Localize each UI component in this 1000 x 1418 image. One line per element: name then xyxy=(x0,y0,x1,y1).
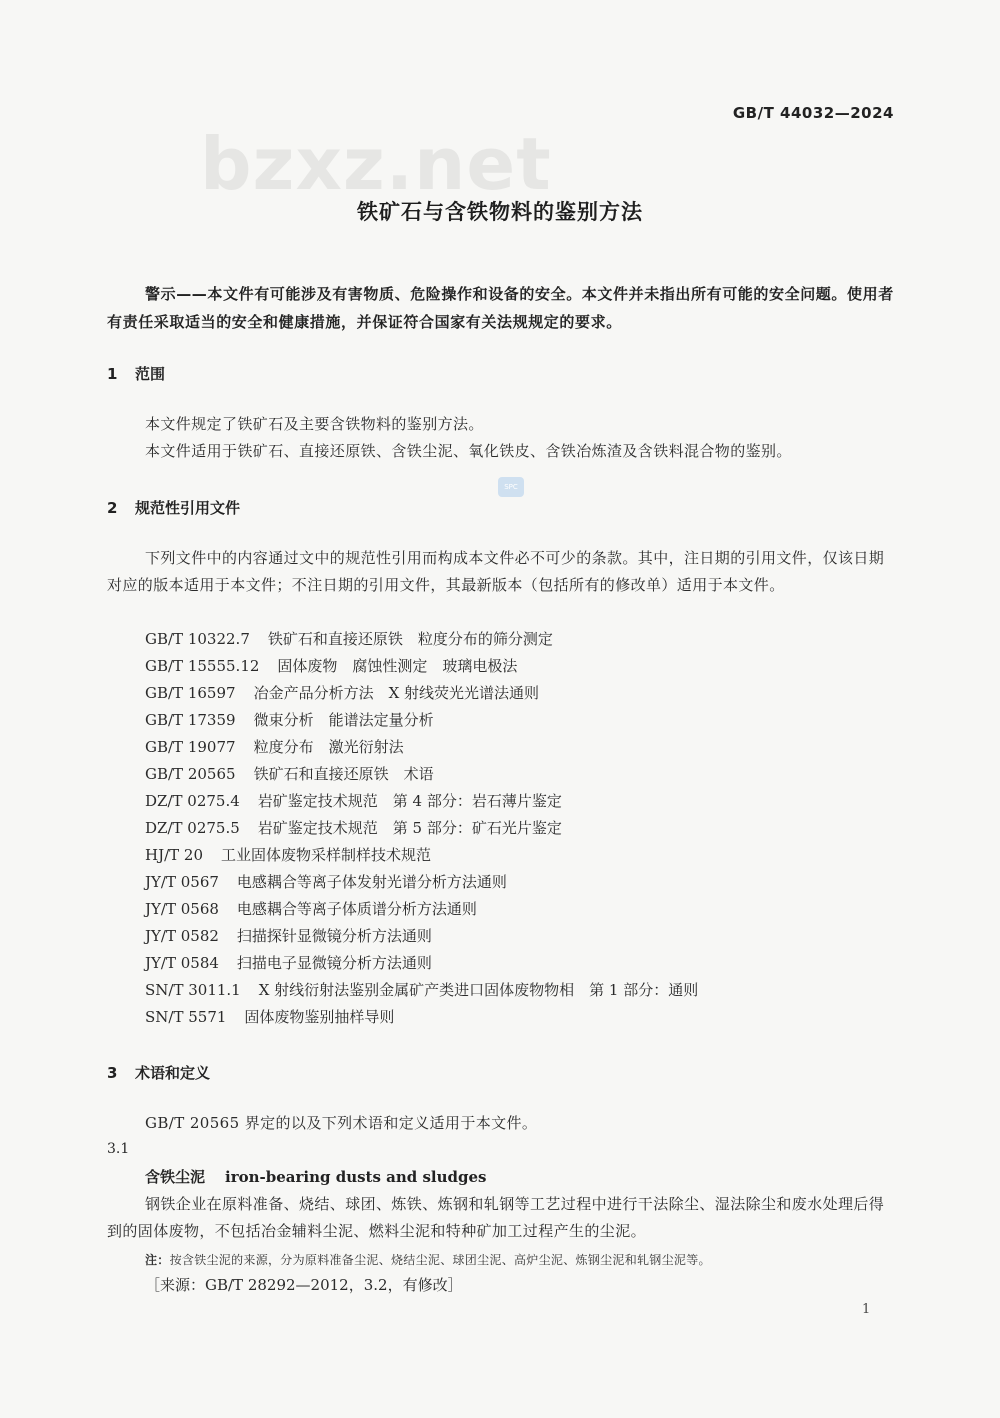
note-label: 注： xyxy=(145,1253,170,1267)
list-item xyxy=(145,842,698,869)
reference-code: GB/T 10322.7 xyxy=(145,630,250,648)
reference-code: HJ/T 20 xyxy=(145,846,204,864)
reference-code: JY/T 0582 xyxy=(145,927,219,945)
page-number: 1 xyxy=(862,1302,871,1317)
list-item xyxy=(145,626,698,653)
term-heading xyxy=(145,1166,487,1187)
list-item xyxy=(145,950,698,977)
section-1-heading xyxy=(107,363,165,384)
document-title: 铁矿石与含铁物料的鉴别方法 xyxy=(357,200,643,224)
reference-code: DZ/T 0275.5 xyxy=(145,819,240,837)
list-item xyxy=(145,1004,698,1031)
paragraph: 本文件规定了铁矿石及主要含铁物料的鉴别方法。 xyxy=(145,415,484,433)
reference-code: SN/T 5571 xyxy=(145,1008,227,1026)
reference-code: GB/T 17359 xyxy=(145,711,236,729)
reference-title: 工业固体废物采样制样技术规范 xyxy=(221,846,432,864)
section-number: 1 xyxy=(107,365,118,383)
list-item xyxy=(145,653,698,680)
reference-title: 岩矿鉴定技术规范 第 5 部分：矿石光片鉴定 xyxy=(257,819,562,837)
reference-title: 岩矿鉴定技术规范 第 4 部分：岩石薄片鉴定 xyxy=(257,792,562,810)
warning-text: 警示——本文件有可能涉及有害物质、危险操作和设备的安全。本文件并未指出所有可能的安全问题。使用者有责任采取适当的安全和健康措施，并保证符合国家有关法规规定的要求。 xyxy=(107,285,894,331)
reference-code: GB/T 15555.12 xyxy=(145,657,260,675)
reference-title: 扫描探针显微镜分析方法通则 xyxy=(236,927,432,945)
list-item xyxy=(145,977,698,1004)
section-2-heading xyxy=(107,497,240,518)
list-item xyxy=(145,707,698,734)
standard-code: GB/T 44032—2024 xyxy=(732,104,894,122)
term-source: ［来源：GB/T 28292—2012，3.2，有修改］ xyxy=(145,1276,463,1294)
reference-title: X 射线衍射法鉴别金属矿产类进口固体废物物相 第 1 部分：通则 xyxy=(258,981,699,999)
section-title: 规范性引用文件 xyxy=(135,499,241,517)
section-title: 术语和定义 xyxy=(135,1064,211,1082)
stamp-logo: SPC xyxy=(498,477,524,497)
reference-title: 固体废物鉴别抽样导则 xyxy=(244,1008,395,1026)
reference-code: JY/T 0567 xyxy=(145,873,219,891)
reference-code: JY/T 0568 xyxy=(145,900,219,918)
paragraph: GB/T 20565 界定的以及下列术语和定义适用于本文件。 xyxy=(145,1114,538,1132)
list-item xyxy=(145,815,698,842)
reference-title: 固体废物 腐蚀性测定 玻璃电极法 xyxy=(277,657,518,675)
section-title: 范围 xyxy=(135,365,166,383)
list-item xyxy=(145,788,698,815)
reference-code: GB/T 16597 xyxy=(145,684,236,702)
reference-title: 粒度分布 激光衍射法 xyxy=(253,738,404,756)
paragraph: 本文件适用于铁矿石、直接还原铁、含铁尘泥、氧化铁皮、含铁冶炼渣及含铁料混合物的鉴别。 xyxy=(145,442,792,460)
reference-title: 冶金产品分析方法 X 射线荧光光谱法通则 xyxy=(253,684,540,702)
list-item xyxy=(145,680,698,707)
section-number: 2 xyxy=(107,499,118,517)
reference-code: SN/T 3011.1 xyxy=(145,981,241,999)
list-item xyxy=(145,923,698,950)
list-item xyxy=(145,896,698,923)
watermark: bzxz.net xyxy=(200,122,552,206)
reference-title: 电感耦合等离子体质谱分析方法通则 xyxy=(236,900,477,918)
term-number: 3.1 xyxy=(107,1141,130,1157)
term-zh: 含铁尘泥 xyxy=(145,1168,206,1186)
reference-list xyxy=(145,626,698,1031)
reference-code: JY/T 0584 xyxy=(145,954,219,972)
list-item xyxy=(145,734,698,761)
reference-title: 微束分析 能谱法定量分析 xyxy=(253,711,434,729)
section-number: 3 xyxy=(107,1064,118,1082)
reference-title: 铁矿石和直接还原铁 粒度分布的筛分测定 xyxy=(267,630,553,648)
term-en: iron-bearing dusts and sludges xyxy=(225,1168,487,1186)
paragraph: 下列文件中的内容通过文中的规范性引用而构成本文件必不可少的条款。其中，注日期的引用文件，仅该日期对应的版本适用于本文件；不注日期的引用文件，其最新版本（包括所有的修改单）适用于本文件。 xyxy=(107,549,885,594)
reference-code: GB/T 19077 xyxy=(145,738,236,756)
reference-code: DZ/T 0275.4 xyxy=(145,792,240,810)
note-text: 按含铁尘泥的来源，分为原料准备尘泥、烧结尘泥、球团尘泥、高炉尘泥、炼钢尘泥和轧钢尘泥等。 xyxy=(169,1253,711,1267)
list-item xyxy=(145,761,698,788)
section-3-heading xyxy=(107,1062,210,1083)
term-definition: 钢铁企业在原料准备、烧结、球团、炼铁、炼钢和轧钢等工艺过程中进行干法除尘、湿法除尘和废水处理后得到的固体废物，不包括冶金辅料尘泥、燃料尘泥和特种矿加工过程产生的尘泥。 xyxy=(107,1195,885,1240)
list-item xyxy=(145,869,698,896)
reference-code: GB/T 20565 xyxy=(145,765,236,783)
reference-title: 扫描电子显微镜分析方法通则 xyxy=(236,954,432,972)
term-note xyxy=(145,1251,711,1268)
reference-title: 电感耦合等离子体发射光谱分析方法通则 xyxy=(236,873,507,891)
reference-title: 铁矿石和直接还原铁 术语 xyxy=(253,765,434,783)
